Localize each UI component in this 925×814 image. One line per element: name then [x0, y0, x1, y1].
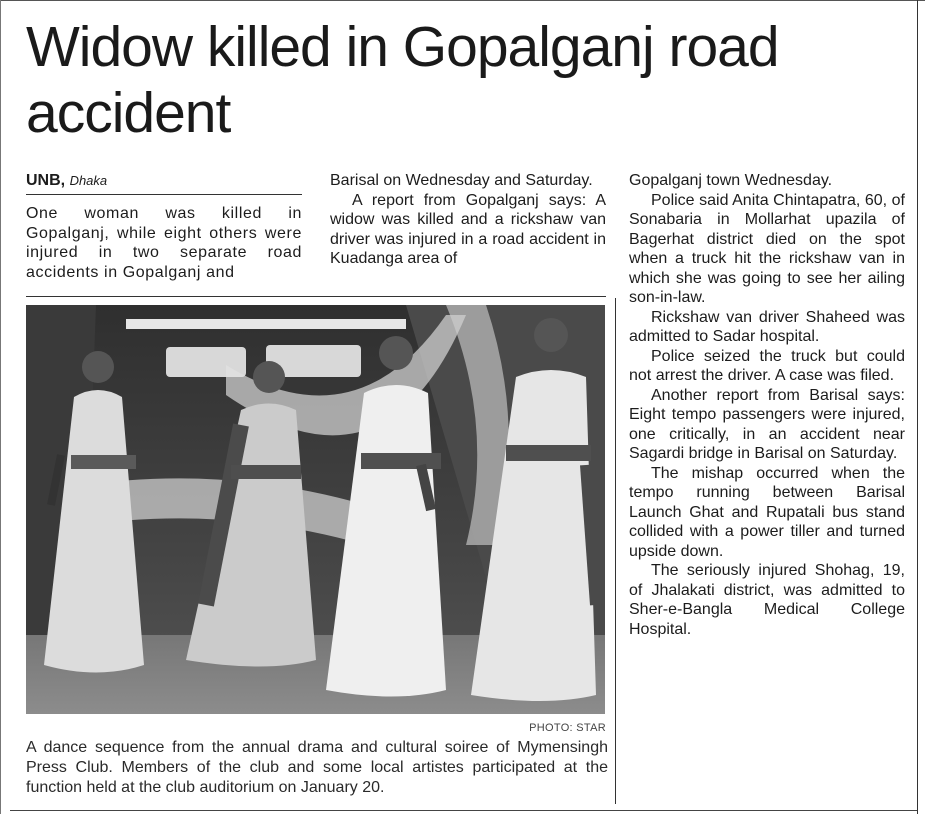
column-divider-vertical [615, 298, 616, 804]
byline-location: Dhaka [69, 173, 108, 188]
page-border-top [0, 0, 925, 1]
dance-photo [26, 305, 605, 714]
page-border-right [917, 0, 918, 814]
dance-photo-illustration [26, 305, 605, 714]
paragraph: The seriously injured Shohag, 19, of Jhalakati district, was admitted to Sher-e-Bangla Medical College Hospital. [629, 562, 905, 638]
paragraph: Another report from Barisal says: Eight tempo passengers were injured, one critically, in an accident near Sagardi bridge in Barisal on Saturday. [629, 386, 905, 462]
paragraph: The mishap occurred when the tempo running between Barisal Launch Ghat and Rupatali bus stand collided with a power tiller and turned upside down. [629, 464, 905, 560]
column-divider-horizontal [26, 296, 606, 297]
photo-credit: PHOTO: STAR [529, 722, 606, 734]
paragraph: A report from Gopalganj says: A widow was killed and a rickshaw van driver was injured in a road accident in Kuadanga area of [330, 191, 606, 267]
article-column-2 [330, 171, 606, 269]
paragraph: Rickshaw van driver Shaheed was admitted to Sadar hospital. [629, 308, 905, 345]
paragraph: Barisal on Wednesday and Saturday. [330, 172, 593, 189]
paragraph: Police seized the truck but could not arrest the driver. A case was filed. [629, 347, 905, 384]
paragraph: Gopalganj town Wednesday. [629, 172, 833, 189]
byline [26, 171, 302, 195]
article-column-1 [26, 171, 302, 282]
byline-agency: UNB, [26, 172, 66, 189]
headline: Widow killed in Gopalganj road accident [26, 15, 779, 145]
page-border-bottom [10, 810, 917, 811]
page-border-left [0, 0, 1, 814]
photo-caption: A dance sequence from the annual drama and cultural soiree of Mymensingh Press Club. Members of the club and some local artistes participated at the function held at the club auditorium on January 20. [26, 739, 608, 796]
article-column-3 [629, 171, 905, 639]
paragraph: Police said Anita Chintapatra, 60, of Sonabaria in Mollarhat upazila of Bagerhat district died on the spot when a truck hit the rickshaw van in which she was going to see her ailing son-in-law. [629, 191, 905, 306]
paragraph: One woman was killed in Gopalganj, while eight others were injured in two separate road accidents in Gopalganj and [26, 205, 302, 281]
